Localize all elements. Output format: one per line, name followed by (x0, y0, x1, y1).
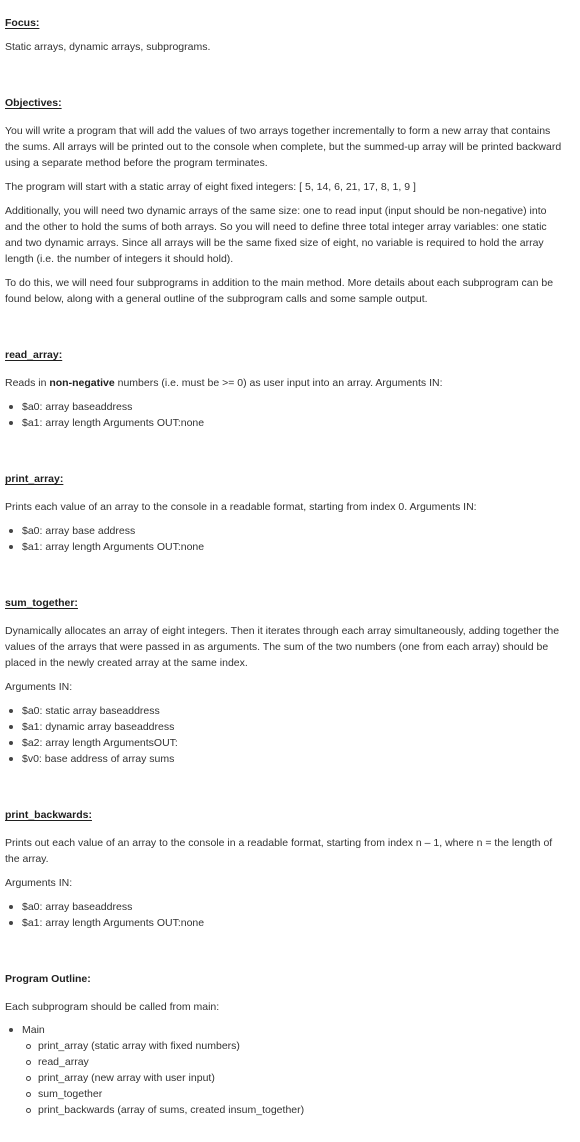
read-array-desc-post: numbers (i.e. must be >= 0) as user input into an array. Arguments IN: (114, 377, 443, 389)
objectives-paragraph-4: To do this, we will need four subprograms in addition to the main method. More details about each subprogram can be found below, along with a general outline of the subprogram calls and some sample output. (5, 277, 554, 305)
read-array-arguments-list (5, 399, 204, 431)
program-outline-heading: Program Outline: (5, 973, 91, 985)
list-item: print_array (static array with fixed numbers) (21, 1038, 304, 1054)
list-item: $v0: base address of array sums (5, 751, 178, 767)
list-item: $a1: dynamic array baseaddress (5, 719, 178, 735)
list-item: $a0: array baseaddress (5, 899, 204, 915)
list-item: sum_together (21, 1086, 304, 1102)
print-array-arguments-list (5, 523, 204, 555)
objectives-paragraph-3: Additionally, you will need two dynamic arrays of the same size: one to read input (input should be non-negative) into and the other to hold the sums of both arrays. So you will need to define three total integer array variables: one static and two dynamic arrays. Since all arrays will be the same fixed size of eight, no variable is required to hold the array length (i.e. the number of integers it should hold). (5, 205, 547, 265)
print-backwards-args-label: Arguments IN: (5, 877, 73, 889)
list-item: read_array (21, 1054, 304, 1070)
program-outline-call-list (21, 1038, 304, 1118)
read-array-desc-pre: Reads in (5, 377, 50, 389)
sum-together-heading: sum_together: (5, 597, 78, 609)
print-backwards-description: Prints out each value of an array to the console in a readable format, starting from index n – 1, where n = the length of the array. (5, 837, 553, 865)
list-item: $a0: array baseaddress (5, 399, 204, 415)
list-item: $a1: array length Arguments OUT:none (5, 415, 204, 431)
focus-heading: Focus: (5, 17, 40, 29)
read-array-heading: read_array: (5, 349, 63, 361)
print-backwards-heading: print_backwards: (5, 809, 92, 821)
list-item: $a1: array length Arguments OUT:none (5, 539, 204, 555)
list-item: $a2: array length ArgumentsOUT: (5, 735, 178, 751)
print-backwards-arguments-list (5, 899, 204, 931)
sum-together-arguments-list (5, 703, 178, 767)
read-array-desc-bold: non-negative (49, 377, 115, 389)
list-item: $a0: static array baseaddress (5, 703, 178, 719)
program-outline-main-list (5, 1022, 45, 1038)
print-array-description: Prints each value of an array to the console in a readable format, starting from index 0. Arguments IN: (5, 501, 477, 513)
focus-text: Static arrays, dynamic arrays, subprograms. (5, 41, 211, 53)
program-outline-description: Each subprogram should be called from main: (5, 1001, 220, 1013)
list-item: print_array (new array with user input) (21, 1070, 304, 1086)
objectives-heading: Objectives: (5, 97, 62, 109)
sum-together-args-label: Arguments IN: (5, 681, 73, 693)
list-item: $a1: array length Arguments OUT:none (5, 915, 204, 931)
list-item: $a0: array base address (5, 523, 204, 539)
objectives-paragraph-1: You will write a program that will add the values of two arrays together incrementally to form a new array that contains the sums. All arrays will be printed out to the console when complete, but the summed-up array will be printed backward using a separate method before the program terminates. (5, 125, 562, 169)
list-item: print_backwards (array of sums, created insum_together) (21, 1102, 304, 1118)
objectives-paragraph-2: The program will start with a static array of eight fixed integers: [ 5, 14, 6, 21, 17, 8, 1, 9 ] (5, 181, 416, 193)
read-array-description (5, 375, 562, 391)
list-item-main: Main (5, 1022, 45, 1038)
sum-together-description: Dynamically allocates an array of eight integers. Then it iterates through each array simultaneously, adding together the values of the arrays that were passed in as arguments. The sum of the two numbers (one from each array) should be placed in the newly created array at the same index. (5, 625, 560, 669)
print-array-heading: print_array: (5, 473, 64, 485)
